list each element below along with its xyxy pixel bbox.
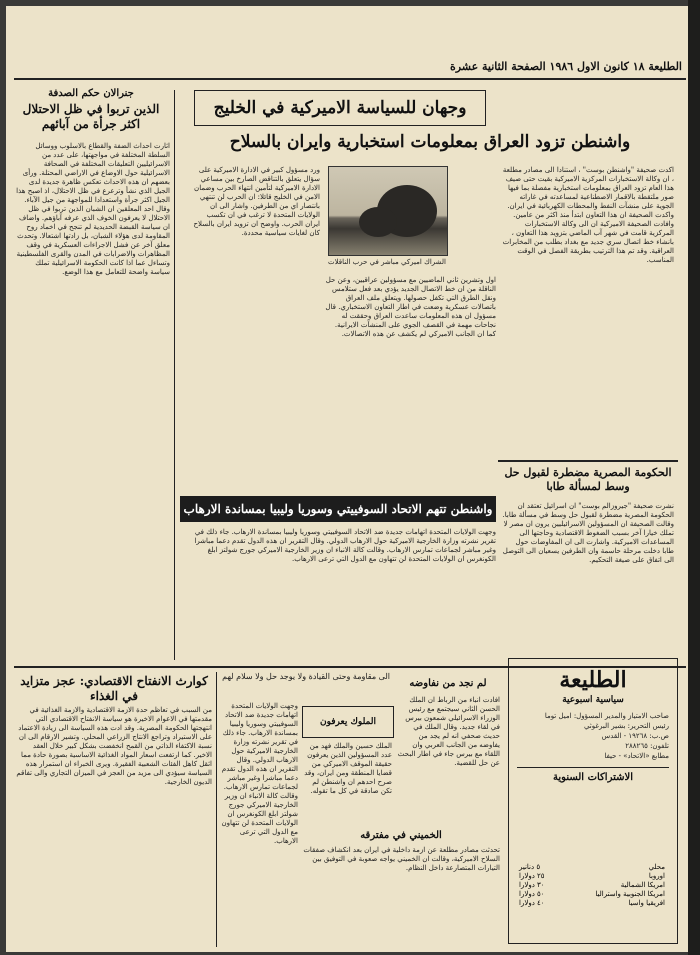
masthead-info-4: تلفون: ٢٨٨٢٦٥ bbox=[625, 742, 669, 750]
subscription-row bbox=[519, 863, 665, 872]
main-col-mid bbox=[324, 276, 496, 486]
subscription-price: ٣٠ دولارا bbox=[519, 881, 545, 889]
masthead-info-2: رئيس التحرير: بشير البرغوثي bbox=[583, 722, 669, 730]
quote-box bbox=[302, 706, 394, 738]
egypt-body bbox=[502, 502, 674, 642]
subscription-region: امريكا الشمالية bbox=[620, 881, 665, 889]
economy-headline: كوارث الانفتاح الاقتصادي: عجز متزايد في الغذاء bbox=[20, 674, 208, 703]
kicker-box bbox=[194, 90, 486, 126]
subscription-price: ٥٠ دولارا bbox=[519, 890, 545, 898]
subscription-region: افريقيا واسيا bbox=[628, 899, 665, 907]
khomeini-body bbox=[302, 846, 500, 946]
egypt-headline: الحكومة المصرية مضطرة لقبول حل وسط لمسألة طابا bbox=[504, 466, 672, 493]
economy-body-2 bbox=[220, 702, 298, 946]
masthead-info-1: صاحب الامتياز والمدير المسؤول: اميل توما bbox=[544, 712, 669, 720]
rule bbox=[498, 460, 678, 462]
masthead-tagline: سياسية اسبوعية bbox=[562, 695, 624, 705]
masthead-info-3: ص.ب: ١٩٢٦٨ - القدس bbox=[601, 732, 669, 740]
main-col-right bbox=[502, 166, 674, 456]
subs-title: الاشتراكات السنوية bbox=[517, 767, 669, 783]
khomeini-headline: الخميني في مفترقه bbox=[360, 830, 442, 841]
top-quote bbox=[220, 672, 390, 696]
top-quote-text: الى مقاومة وحتى القيادة ولا يوجد حل ولا سلام لهم bbox=[222, 672, 390, 681]
masthead-name: الطليعة bbox=[559, 667, 627, 693]
box-body bbox=[302, 742, 392, 828]
economy-body bbox=[16, 706, 212, 946]
main-headline: واشنطن تزود العراق بمعلومات استخبارية وايران بالسلاح bbox=[229, 132, 631, 152]
economy-body-2-text: وجهت الولايات المتحدة اتهامات جديدة ضد الاتحاد السوفييتي وسوريا وليبيا بمساندة الارهاب. جاء ذلك في تقرير نشرته وزارة الخارجية الاميركية حول الارهاب الدولي. وقال التقرير ان هذه الدول تقدم دعما مباشرا وغير مباشر لجماعات تمارس الارهاب. وقالت كالة الانباء ان وزير الخارجية الاميركي جورج شولتز ابلغ الكونغرس ان الولايات المتحدة لن تتهاون مع الدول التي ترعى الارهاب. bbox=[221, 702, 298, 845]
box-body-text: الملك حسين والملك فهد من عدد المسؤولين الذين يعرفون حقيقة الموقف الاميركي من قضايا المنطقة ومن ايران، وقد صرح احدهم ان واشنطن لم تكن صادقة في كل ما تقوله. bbox=[304, 742, 392, 795]
binder-edge bbox=[688, 0, 700, 955]
main-col-left-text: ورد مسؤول كبير في الادارة الاميركية على سؤال يتعلق بالتناقض الصارخ بين مساعي الادارة الاميركية لتأمين انتهاء الحرب وضمان الامن في الخليج قائلا: ان الحرب لن تنتهي بانتصار اي من الطرفين. واشار الى ان الولايات المتحدة لا ترغب في ان تكسب ايران الحرب. واوضح ان تزويد ايران بالسلاح كان لغايات سياسية محددة. bbox=[193, 166, 320, 237]
rule bbox=[174, 90, 175, 660]
egypt-body-text: نشرت صحيفة "جيروزالم بوست" ان اسرائيل تعتقد ان الحكومة المصرية مضطرة لقبول حل وسط في مسألة طابا. وقالت الصحيفة ان المسؤولين الاسرائيليين يرون ان مصر لا تملك خيارا آخر بسبب الضغوط الاقتصادية وحاجتها الى المساعدات الاميركية. واشارت الى ان المفاوضات حول طابا دخلت مرحلة حاسمة وان الطرفين يسعيان الى التوصل الى اتفاق على صيغة التحكيم. bbox=[502, 502, 674, 564]
subscription-region: اوروبا bbox=[648, 872, 665, 880]
terror-headline: واشنطن تتهم الاتحاد السوفييتي وسوريا وليبيا بمساندة الارهاب bbox=[180, 496, 496, 522]
khomeini-body-text: تحدثت مصادر مطلعة عن ازمة داخلية في ايران بعد انكشاف صفقات السلاح الاميركية، وقالت ان الخميني يواجه صعوبة في التوفيق بين التيارات المتصارعة داخل النظام. bbox=[303, 846, 500, 872]
left-body bbox=[16, 142, 170, 656]
main-col-mid-text: اول وتشرين ثاني الماضيين مع مسؤولين عراقيين، وعن حل الناقلة من ان خط الاتصال الجديد يؤدي بعد فعل ستلامس ونقل الطرق التي تكفل حصولها. ويتعلق ملف العراق باتصالات عسكرية وضعت في اطار التعاون الاستخباري. قال مسؤول ان هذه المعلومات ساعدت العراق وحققت له نجاحات مهمة في القصف الجوي على المنشآت الايرانية. كما ان الجانب الاميركي لم يكشف عن هذه الاتصالات. bbox=[325, 276, 496, 338]
subscription-row bbox=[519, 872, 665, 881]
subscription-row bbox=[519, 881, 665, 890]
main-col-right-text: اكدت صحيفة "واشنطن بوست" ، استنادا الى مصادر مطلعة ، ان وكالة الاستخبارات المركزية الاميركية بقيت حتى صيف هذا العام تزود العراق بمعلومات استخبارية مفصلة بما فيها صور ملتقطة بالاقمار الاصطناعية لمساعدته في غاراته الجوية على منشآت النفط والمحطات الكهربائية في ايران. واكدت الصحيفة ان هذا التعاون ابتدأ منذ اكثر من عامين. وافادت الصحيفة الاميركية ان الى وكالة الاستخبارات المركزية قامت في شهر آب الماضي بتزويد هذا التعاون ، بانشاء خط اتصال سري جديد مع بغداد بطلب من المخابرات العراقية. وقد تم هذا الترتيب بطريقة الفصل في الوقت المناسب. bbox=[502, 166, 674, 264]
left-headline: الذين تربوا في ظل الاحتلال اكثر جرأة من آبائهم bbox=[22, 102, 160, 131]
subscription-price: ٤٠ دولارا bbox=[519, 899, 545, 907]
page-header bbox=[14, 58, 686, 80]
subscription-price: ٥ دنانير bbox=[519, 863, 541, 871]
newspaper-page bbox=[6, 6, 688, 952]
terror-body-text: وجهت الولايات المتحدة اتهامات جديدة ضد الاتحاد السوفييتي وسوريا وليبيا بمساندة الارهاب. جاء ذلك في تقرير نشرته وزارة الخارجية الاميركية حول الارهاب الدولي. وقال التقرير ان هذه الدول تقدم دعما مباشرا وغير مباشر لجماعات تمارس الارهاب. وقالت كالة الانباء ان وزير الخارجية الاميركي جورج شولتز ابلغ الكونغرس ان الولايات المتحدة لن تتهاون مع الدول التي ترعى الارهاب. bbox=[194, 528, 496, 563]
talks-body bbox=[396, 696, 500, 836]
main-kicker: وجهان للسياسة الاميركية في الخليج bbox=[213, 98, 467, 118]
subscription-row bbox=[519, 899, 665, 908]
box-headline: الملوك يعرفون bbox=[320, 717, 376, 727]
subscription-price: ٢٥ دولارا bbox=[519, 872, 545, 880]
masthead-info-5: مطابع «الاتحاد» - حيفا bbox=[604, 752, 669, 760]
left-body-text: اثارت احداث الضفة والقطاع بالاسلوب ووسائل السلطة المختلفة في مواجهتها، على عدد من الاسرائيليين التعليقات المختلفة في الصحافة الاسرائيلية حول الاوضاع في الاراضي المحتلة. ورأى بعضهم ان هذه الاحداث تعكس ظاهرة جديدة لدى الجيل الذي نشأ وترعرع في ظل الاحتلال، اذ اصبح هذا الجيل اكثر جرأة واستعدادا للمواجهة من جيل الآباء. وقال احد المعلقين ان الشبان الذين تربوا في ظل الاحتلال لا يعرفون الخوف الذي عرفه آباؤهم. واضاف ان سياسة القبضة الحديدية لم تنجح في اخماد روح المقاومة لدى هؤلاء الشبان، بل زادتها اشتعالا. وتحدث معلق آخر عن فشل الاجراءات العسكرية في وقف المظاهرات والاضرابات في المدن والقرى الفلسطينية وتساءل عما اذا كانت الحكومة الاسرائيلية تملك سياسة واضحة للتعامل مع هذا الوضع. bbox=[16, 142, 170, 276]
talks-body-text: افادت انباء من الرباط ان الملك الحسن الثاني سيجتمع مع رئيس الوزراء الاسرائيلي شمعون بيرس في لقاء جديد. وقال الملك في حديث صحفي انه لم يجد من يفاوضه من الجانب العربي وان اللقاء مع بيرس جاء في اطار البحث عن حل للقضية. bbox=[397, 696, 500, 767]
economy-body-text: من السبب في تعاظم حدة الازمة الاقتصادية والازمة الغذائية في مقدمتها في الاعوام الاخيرة هو سياسة الانفتاح الاقتصادي التي انتهجتها الحكومة المصرية. وقد ادت هذه السياسة الى زيادة الاعتماد على الاستيراد وتراجع الانتاج الزراعي المحلي. وتشير الارقام الى ان نسبة الاكتفاء الذاتي من القمح انخفضت بشكل كبير خلال العقد الاخير. كما ارتفعت اسعار المواد الغذائية الاساسية بصورة حادة مما اثقل كاهل الفئات الشعبية الفقيرة. ويرى الخبراء ان استمرار هذه السياسة سيؤدي الى مزيد من العجز في الميزان التجاري والى تفاقم الديون الخارجية. bbox=[16, 706, 212, 786]
header-line: الطليعة ١٨ كانون الاول ١٩٨٦ الصفحة الثانية عشرة bbox=[449, 60, 682, 73]
terror-body bbox=[180, 528, 496, 648]
tanker-photo bbox=[328, 166, 448, 256]
talks-headline: لم نجد من نفاوضه bbox=[409, 678, 487, 689]
masthead bbox=[508, 658, 678, 944]
subscription-region: محلي bbox=[648, 863, 665, 871]
subscription-row bbox=[519, 890, 665, 899]
main-col-left bbox=[190, 166, 320, 486]
subscription-region: امريكا الجنوبية واستراليا bbox=[595, 890, 665, 898]
subscriptions-list bbox=[519, 863, 665, 908]
left-kicker: جنرالان حكم الصدفة bbox=[48, 88, 134, 99]
photo-caption: الشراك اميركي مباشر في حرب الناقلات bbox=[328, 258, 446, 266]
rule bbox=[216, 672, 217, 947]
